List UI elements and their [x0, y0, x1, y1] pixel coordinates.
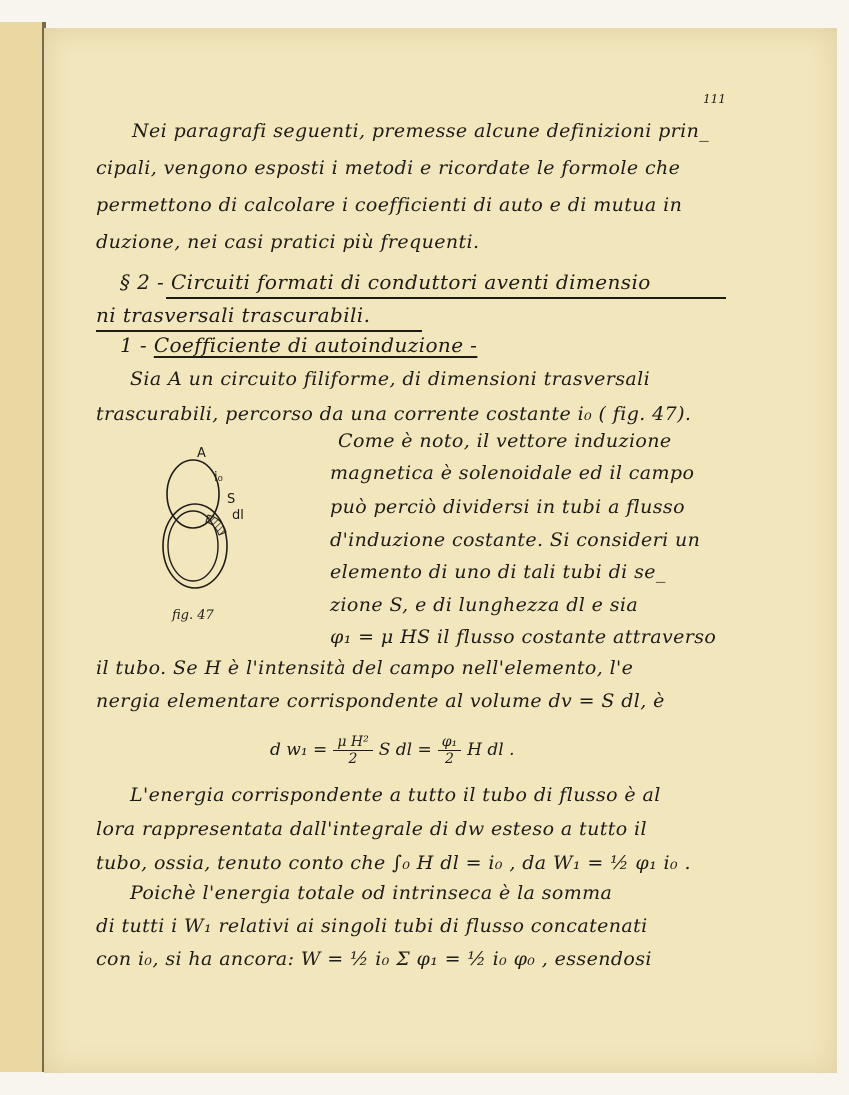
paragraph-1-line-3: permettono di calcolare i coefficienti di auto e di mutua in: [96, 194, 683, 216]
paragraph-1-line-2: cipali, vengono esposti i metodi e ricordate le formole che: [96, 157, 681, 179]
paragraph-2-line-3: Come è noto, il vettore induzione: [338, 430, 672, 452]
paragraph-2-line-11: nergia elementare corrispondente al volume dv = S dl, è: [96, 690, 665, 712]
figure-label-s: S: [227, 492, 236, 507]
section-title-part-2: ni trasversali trascurabili.: [96, 303, 371, 327]
figure-label-dl: dl: [232, 508, 244, 523]
energy-formula: [270, 728, 515, 772]
figure-caption: fig. 47: [172, 608, 214, 623]
fraction-2-numerator: φ₁: [438, 734, 461, 751]
paragraph-2-line-7: elemento di uno di tali tubi di se_: [330, 561, 666, 583]
paragraph-1-line-1: Nei paragrafi seguenti, premesse alcune definizioni prin_: [132, 120, 710, 142]
formula-lhs: d w₁ =: [270, 740, 328, 760]
paragraph-3-line-1: L'energia corrispondente a tutto il tubo di flusso è al: [130, 784, 661, 806]
paragraph-2-line-8: zione S, e di lunghezza dl e sia: [330, 594, 639, 616]
figure-47: [150, 440, 270, 640]
paragraph-2-line-5: può perciò dividersi in tubi a flusso: [330, 496, 685, 518]
previous-page-edge: [0, 22, 43, 1072]
paragraph-2-line-2: trascurabili, percorso da una corrente costante i₀ ( fig. 47).: [96, 403, 692, 425]
section-marker: § 2 -: [120, 270, 165, 294]
formula-middle: S dl =: [378, 740, 432, 760]
paragraph-4-line-2: di tutti i W₁ relativi ai singoli tubi di flusso concatenati: [96, 915, 648, 937]
paragraph-2-line-10: il tubo. Se H è l'intensità del campo nell'elemento, l'e: [96, 657, 634, 679]
figure-label-i0: i₀: [214, 470, 223, 485]
formula-rhs: H dl .: [467, 740, 515, 760]
paragraph-4-line-1: Poichè l'energia totale od intrinseca è la somma: [130, 882, 613, 904]
section-title-part-1: Circuiti formati di conduttori aventi dimensio: [170, 270, 651, 294]
paragraph-3-line-3: tubo, ossia, tenuto conto che ∫₀ H dl = i₀ , da W₁ = ½ φ₁ i₀ .: [96, 852, 691, 874]
section-title-underline-2: [96, 330, 422, 332]
paragraph-2-line-4: magnetica è solenoidale ed il campo: [330, 462, 695, 484]
section-heading-line-1: [120, 270, 651, 294]
paragraph-4-line-3: con i₀, si ha ancora: W = ½ i₀ Σ φ₁ = ½ i₀ φ₀ , essendosi: [96, 948, 652, 970]
paragraph-3-line-2: lora rappresentata dall'integrale di dw esteso a tutto il: [96, 818, 648, 840]
formula-fraction-2: [438, 734, 461, 767]
subsection-heading: [120, 333, 477, 357]
fraction-2-denominator: 2: [444, 750, 454, 767]
paragraph-2-line-9: φ₁ = μ HS il flusso costante attraverso: [330, 626, 717, 648]
figure-label-a: A: [197, 446, 206, 461]
page-number: 111: [703, 92, 726, 106]
section-title-underline-1: [166, 297, 726, 299]
paragraph-2-line-6: d'induzione costante. Si consideri un: [330, 529, 701, 551]
paragraph-1-line-4: duzione, nei casi pratici più frequenti.: [96, 231, 480, 253]
subsection-title: Coefficiente di autoinduzione -: [153, 333, 478, 357]
fraction-1-numerator: μ H²: [333, 734, 372, 751]
fraction-1-denominator: 2: [348, 750, 358, 767]
paragraph-2-line-1: Sia A un circuito filiforme, di dimensioni trasversali: [130, 368, 651, 390]
formula-fraction-1: [333, 734, 372, 767]
subsection-marker: 1 -: [120, 333, 148, 357]
